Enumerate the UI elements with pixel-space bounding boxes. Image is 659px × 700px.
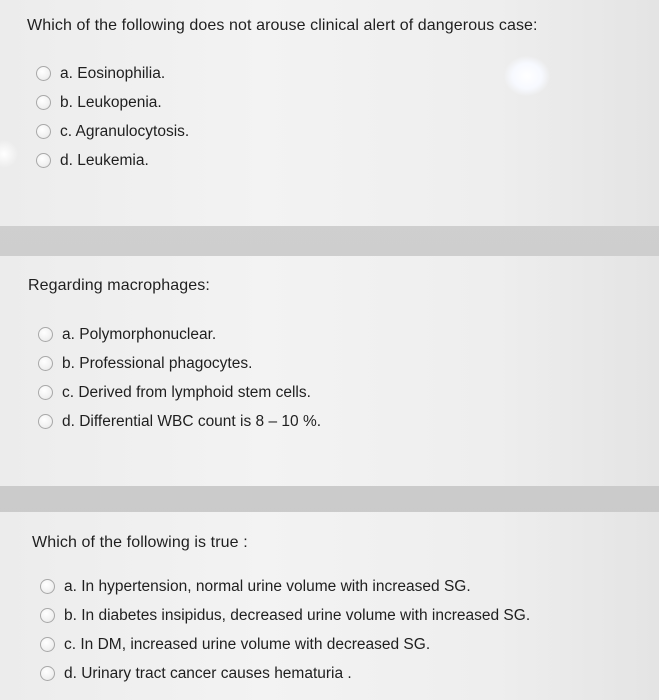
option-label: d. Urinary tract cancer causes hematuria . [64, 664, 352, 682]
question-card-1 [0, 0, 659, 226]
question-2-option-b[interactable] [38, 349, 321, 378]
option-label: a. Eosinophilia. [60, 64, 166, 82]
question-1-option-c[interactable] [36, 117, 189, 146]
radio-button[interactable] [36, 124, 51, 139]
radio-button[interactable] [40, 637, 55, 652]
radio-button[interactable] [38, 327, 53, 342]
question-2-option-a[interactable] [38, 320, 321, 349]
question-2-option-d[interactable] [38, 407, 321, 436]
screen-glare [0, 140, 18, 168]
question-2-text: Regarding macrophages: [28, 277, 210, 294]
question-3-text: Which of the following is true : [32, 534, 248, 551]
question-2-options [38, 320, 321, 436]
option-label: c. Derived from lymphoid stem cells. [62, 383, 311, 401]
radio-button[interactable] [38, 356, 53, 371]
option-label: d. Leukemia. [60, 151, 149, 169]
option-label: b. Professional phagocytes. [62, 354, 253, 372]
radio-button[interactable] [38, 385, 53, 400]
question-2-option-c[interactable] [38, 378, 321, 407]
radio-button[interactable] [40, 608, 55, 623]
option-label: c. In DM, increased urine volume with decreased SG. [64, 635, 431, 653]
radio-button[interactable] [36, 153, 51, 168]
question-3-options [40, 572, 530, 688]
question-1-option-b[interactable] [36, 88, 189, 117]
radio-button[interactable] [36, 66, 51, 81]
option-label: b. In diabetes insipidus, decreased urine volume with increased SG. [64, 606, 531, 624]
question-3-option-c[interactable] [40, 630, 530, 659]
radio-button[interactable] [40, 666, 55, 681]
question-3-option-d[interactable] [40, 659, 530, 688]
question-1-option-d[interactable] [36, 146, 189, 175]
option-label: d. Differential WBC count is 8 – 10 %. [62, 412, 322, 430]
question-card-2 [0, 256, 659, 486]
radio-button[interactable] [36, 95, 51, 110]
screen-glare [504, 56, 550, 96]
radio-button[interactable] [38, 414, 53, 429]
option-label: a. Polymorphonuclear. [62, 325, 217, 343]
option-label: c. Agranulocytosis. [60, 122, 190, 140]
question-1-options [36, 59, 189, 175]
option-label: b. Leukopenia. [60, 93, 162, 111]
question-card-3 [0, 512, 659, 700]
radio-button[interactable] [40, 579, 55, 594]
option-label: a. In hypertension, normal urine volume with increased SG. [64, 577, 471, 595]
question-3-option-a[interactable] [40, 572, 530, 601]
question-3-option-b[interactable] [40, 601, 530, 630]
question-1-option-a[interactable] [36, 59, 189, 88]
question-1-text: Which of the following does not arouse clinical alert of dangerous case: [27, 17, 538, 34]
